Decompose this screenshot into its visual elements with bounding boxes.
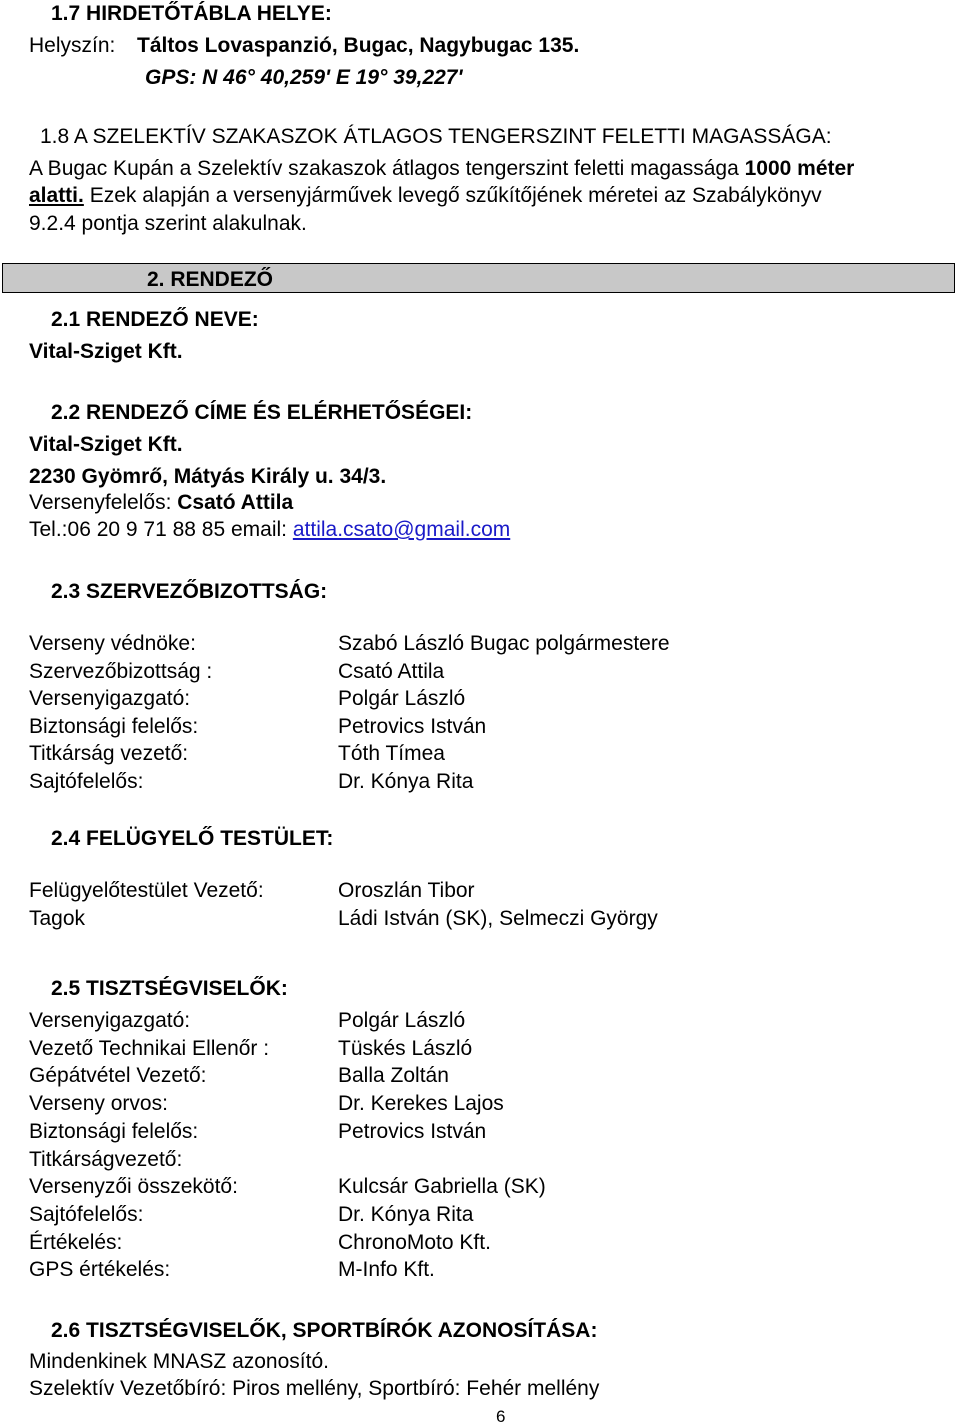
page-number: 6 — [496, 1407, 506, 1426]
row-value: ChronoMoto Kft. — [338, 1230, 491, 1254]
section-2-5-heading: 2.5 TISZTSÉGVISELŐK: — [51, 977, 288, 1000]
altitude-value: 1000 méter — [744, 157, 855, 180]
row-value: Tóth Tímea — [338, 742, 445, 766]
row-value: Ládi István (SK), Selmeczi György — [338, 907, 658, 930]
row-label: Értékelés: — [29, 1230, 123, 1254]
contact-line: Tel.:06 20 9 71 88 85 email: attila.csato@gmail.com — [29, 518, 511, 541]
identification-line1: Mindenkinek MNASZ azonosító. — [29, 1350, 329, 1373]
row-value: M-Info Kft. — [338, 1258, 435, 1282]
row-label: Tagok — [29, 907, 86, 930]
row-label: Versenyzői összekötő: — [29, 1175, 238, 1199]
row-label: Sajtófelelős: — [29, 1202, 144, 1226]
identification-line2: Szelektív Vezetőbíró: Piros mellény, Sportbíró: Fehér mellény — [29, 1377, 600, 1400]
section-1-7-heading: 1.7 HIRDETŐTÁBLA HELYE: — [51, 2, 332, 25]
section-1-8-heading: 1.8 A SZELEKTÍV SZAKASZOK ÁTLAGOS TENGERSZINT FELETTI MAGASSÁGA: — [40, 125, 832, 148]
row-label: Titkárságvezető: — [29, 1147, 183, 1171]
section-2-title: 2. RENDEZŐ — [147, 268, 274, 291]
organizer-name-2: Vital-Sziget Kft. — [29, 433, 183, 456]
altitude-text-line3: 9.2.4 pontja szerint alakulnak. — [29, 212, 307, 235]
gps-coordinates: GPS: N 46° 40,259' E 19° 39,227' — [145, 66, 463, 89]
row-value: Szabó László Bugac polgármestere — [338, 632, 670, 655]
row-label: Szervezőbizottság : — [29, 659, 213, 683]
email-link[interactable]: attila.csato@gmail.com — [292, 518, 511, 541]
organizer-name: Vital-Sziget Kft. — [29, 340, 183, 363]
row-label: Gépátvétel Vezető: — [29, 1064, 207, 1088]
race-responsible: Versenyfelelős: Csató Attila — [29, 491, 294, 514]
row-label: Felügyelőtestület Vezető: — [29, 879, 264, 902]
row-value: Polgár László — [338, 1009, 466, 1032]
section-2-6-heading: 2.6 TISZTSÉGVISELŐK, SPORTBÍRÓK AZONOSÍTÁSA: — [51, 1319, 598, 1342]
altitude-text-line1: A Bugac Kupán a Szelektív szakaszok átlagos tengerszint feletti magassága 1000 méter — [29, 157, 855, 180]
row-label: Biztonsági felelős: — [29, 714, 199, 738]
altitude-text-line2: alatti. Ezek alapján a versenyjárművek levegő szűkítőjének méretei az Szabálykönyv — [29, 184, 822, 207]
row-value: Oroszlán Tibor — [338, 879, 475, 902]
section-2-2-heading: 2.2 RENDEZŐ CÍME ÉS ELÉRHETŐSÉGEI: — [51, 401, 473, 424]
row-value: Dr. Kónya Rita — [338, 770, 474, 793]
section-2-banner — [2, 263, 955, 293]
row-value: Petrovics István — [338, 714, 487, 738]
section-2-1-heading: 2.1 RENDEZŐ NEVE: — [51, 308, 259, 331]
location-label: Helyszín: — [29, 34, 116, 57]
row-label: GPS értékelés: — [29, 1258, 171, 1282]
row-value: Kulcsár Gabriella (SK) — [338, 1175, 546, 1199]
row-label: Titkárság vezető: — [29, 742, 189, 766]
organizer-address: 2230 Gyömrő, Mátyás Király u. 34/3. — [29, 465, 387, 488]
row-label: Verseny védnöke: — [29, 632, 196, 655]
section-2-3-heading: 2.3 SZERVEZŐBIZOTTSÁG: — [51, 580, 328, 603]
row-value: Csató Attila — [338, 659, 445, 683]
row-value: Dr. Kónya Rita — [338, 1202, 474, 1226]
row-value: Polgár László — [338, 687, 466, 711]
row-value: Balla Zoltán — [338, 1064, 449, 1088]
row-label: Verseny orvos: — [29, 1092, 168, 1116]
row-value: Dr. Kerekes Lajos — [338, 1092, 504, 1116]
row-label: Vezető Technikai Ellenőr : — [29, 1036, 270, 1060]
row-value: Petrovics István — [338, 1119, 487, 1143]
row-label: Sajtófelelős: — [29, 770, 144, 793]
row-value: Tüskés László — [338, 1036, 473, 1060]
section-2-4-heading: 2.4 FELÜGYELŐ TESTÜLET: — [51, 827, 334, 850]
row-label: Versenyigazgató: — [29, 1009, 191, 1032]
row-label: Versenyigazgató: — [29, 687, 191, 711]
location-value: Táltos Lovaspanzió, Bugac, Nagybugac 135. — [137, 34, 580, 57]
row-label: Biztonsági felelős: — [29, 1119, 199, 1143]
